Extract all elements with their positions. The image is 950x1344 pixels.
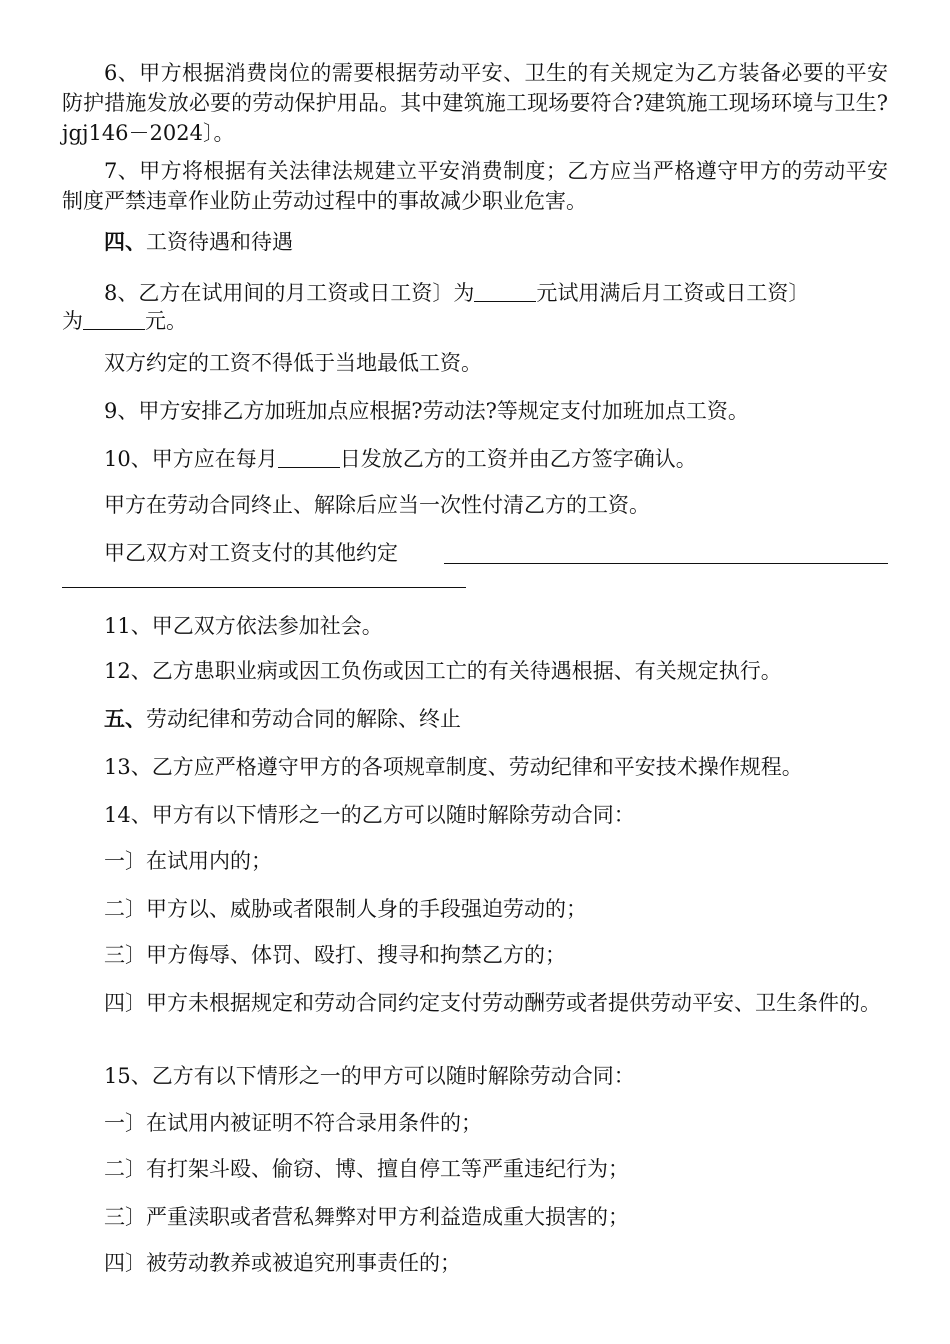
other-agreement-line-1 [444,563,888,564]
clause-12: 12、乙方患职业病或因工负伤或因工亡的有关待遇根据、有关规定执行。 [104,659,782,683]
clause-10 [62,444,888,474]
clause-8-line-2 [62,306,888,336]
clause-15-item-4: 四〕被劳动教养或被追究刑事责任的； [104,1251,461,1275]
clause-8-text-a: 8、乙方在试用间的月工资或日工资〕为 [104,281,475,305]
clause-14-item-1: 一〕在试用内的； [104,849,272,873]
other-wage-agreement-label: 甲乙双方对工资支付的其他约定 [104,541,398,565]
clause-15-item-1: 一〕在试用内被证明不符合录用条件的； [104,1111,482,1135]
regular-wage-blank [83,309,145,330]
clause-8-line-1 [62,278,888,308]
clause-14: 14、甲方有以下情形之一的乙方可以随时解除劳动合同： [104,803,635,827]
clause-8-text-c: 为 [62,309,83,333]
section-4-heading [62,227,888,257]
clause-10-text-b: 日发放乙方的工资并由乙方签字确认。 [339,447,697,471]
clause-10-text-a: 10、甲方应在每月 [104,447,278,471]
section-4-number: 四、 [104,229,146,254]
section-4-title: 工资待遇和待遇 [146,230,293,254]
clause-15: 15、乙方有以下情形之一的甲方可以随时解除劳动合同： [104,1064,635,1088]
clause-6: 6、甲方根据消费岗位的需要根据劳动平安、卫生的有关规定为乙方装备必要的平安防护措施发放必要的劳动保护用品。其中建筑施工现场要符合?建筑施工现场环境与卫生?jgj146－2024〕。 [62,61,888,145]
section-5-number: 五、 [104,706,146,731]
clause-15-item-2: 二〕有打架斗殴、偷窃、博、擅自停工等严重违纪行为； [104,1157,629,1181]
clause-8-text-b: 元试用满后月工资或日工资〕 [536,281,810,305]
clause-15-item-3: 三〕严重渎职或者营私舞弊对甲方利益造成重大损害的； [104,1205,629,1229]
section-5-title: 劳动纪律和劳动合同的解除、终止 [146,707,461,731]
section-5-heading [62,704,888,734]
clause-14-item-3: 三〕甲方侮辱、体罚、殴打、搜寻和拘禁乙方的； [104,943,566,967]
clause-14-item-2: 二〕甲方以、威胁或者限制人身的手段强迫劳动的； [104,897,587,921]
other-agreement-line-2 [62,587,466,588]
clause-14-item-4: 四〕甲方未根据规定和劳动合同约定支付劳动酬劳或者提供劳动平安、卫生条件的。 [104,991,881,1015]
clause-7: 7、甲方将根据有关法律法规建立平安消费制度；乙方应当严格遵守甲方的劳动平安制度严禁违章作业防止劳动过程中的事故减少职业危害。 [62,159,888,213]
final-pay-note: 甲方在劳动合同终止、解除后应当一次性付清乙方的工资。 [104,493,650,517]
min-wage-note: 双方约定的工资不得低于当地最低工资。 [104,351,482,375]
clause-11: 11、甲乙双方依法参加社会。 [104,614,383,638]
pay-day-blank [278,447,340,468]
clause-8-text-d: 元。 [145,309,187,333]
clause-9: 9、甲方安排乙方加班加点应根据?劳动法?等规定支付加班加点工资。 [104,399,749,423]
clause-13: 13、乙方应严格遵守甲方的各项规章制度、劳动纪律和平安技术操作规程。 [104,755,803,779]
probation-wage-blank [474,281,536,302]
